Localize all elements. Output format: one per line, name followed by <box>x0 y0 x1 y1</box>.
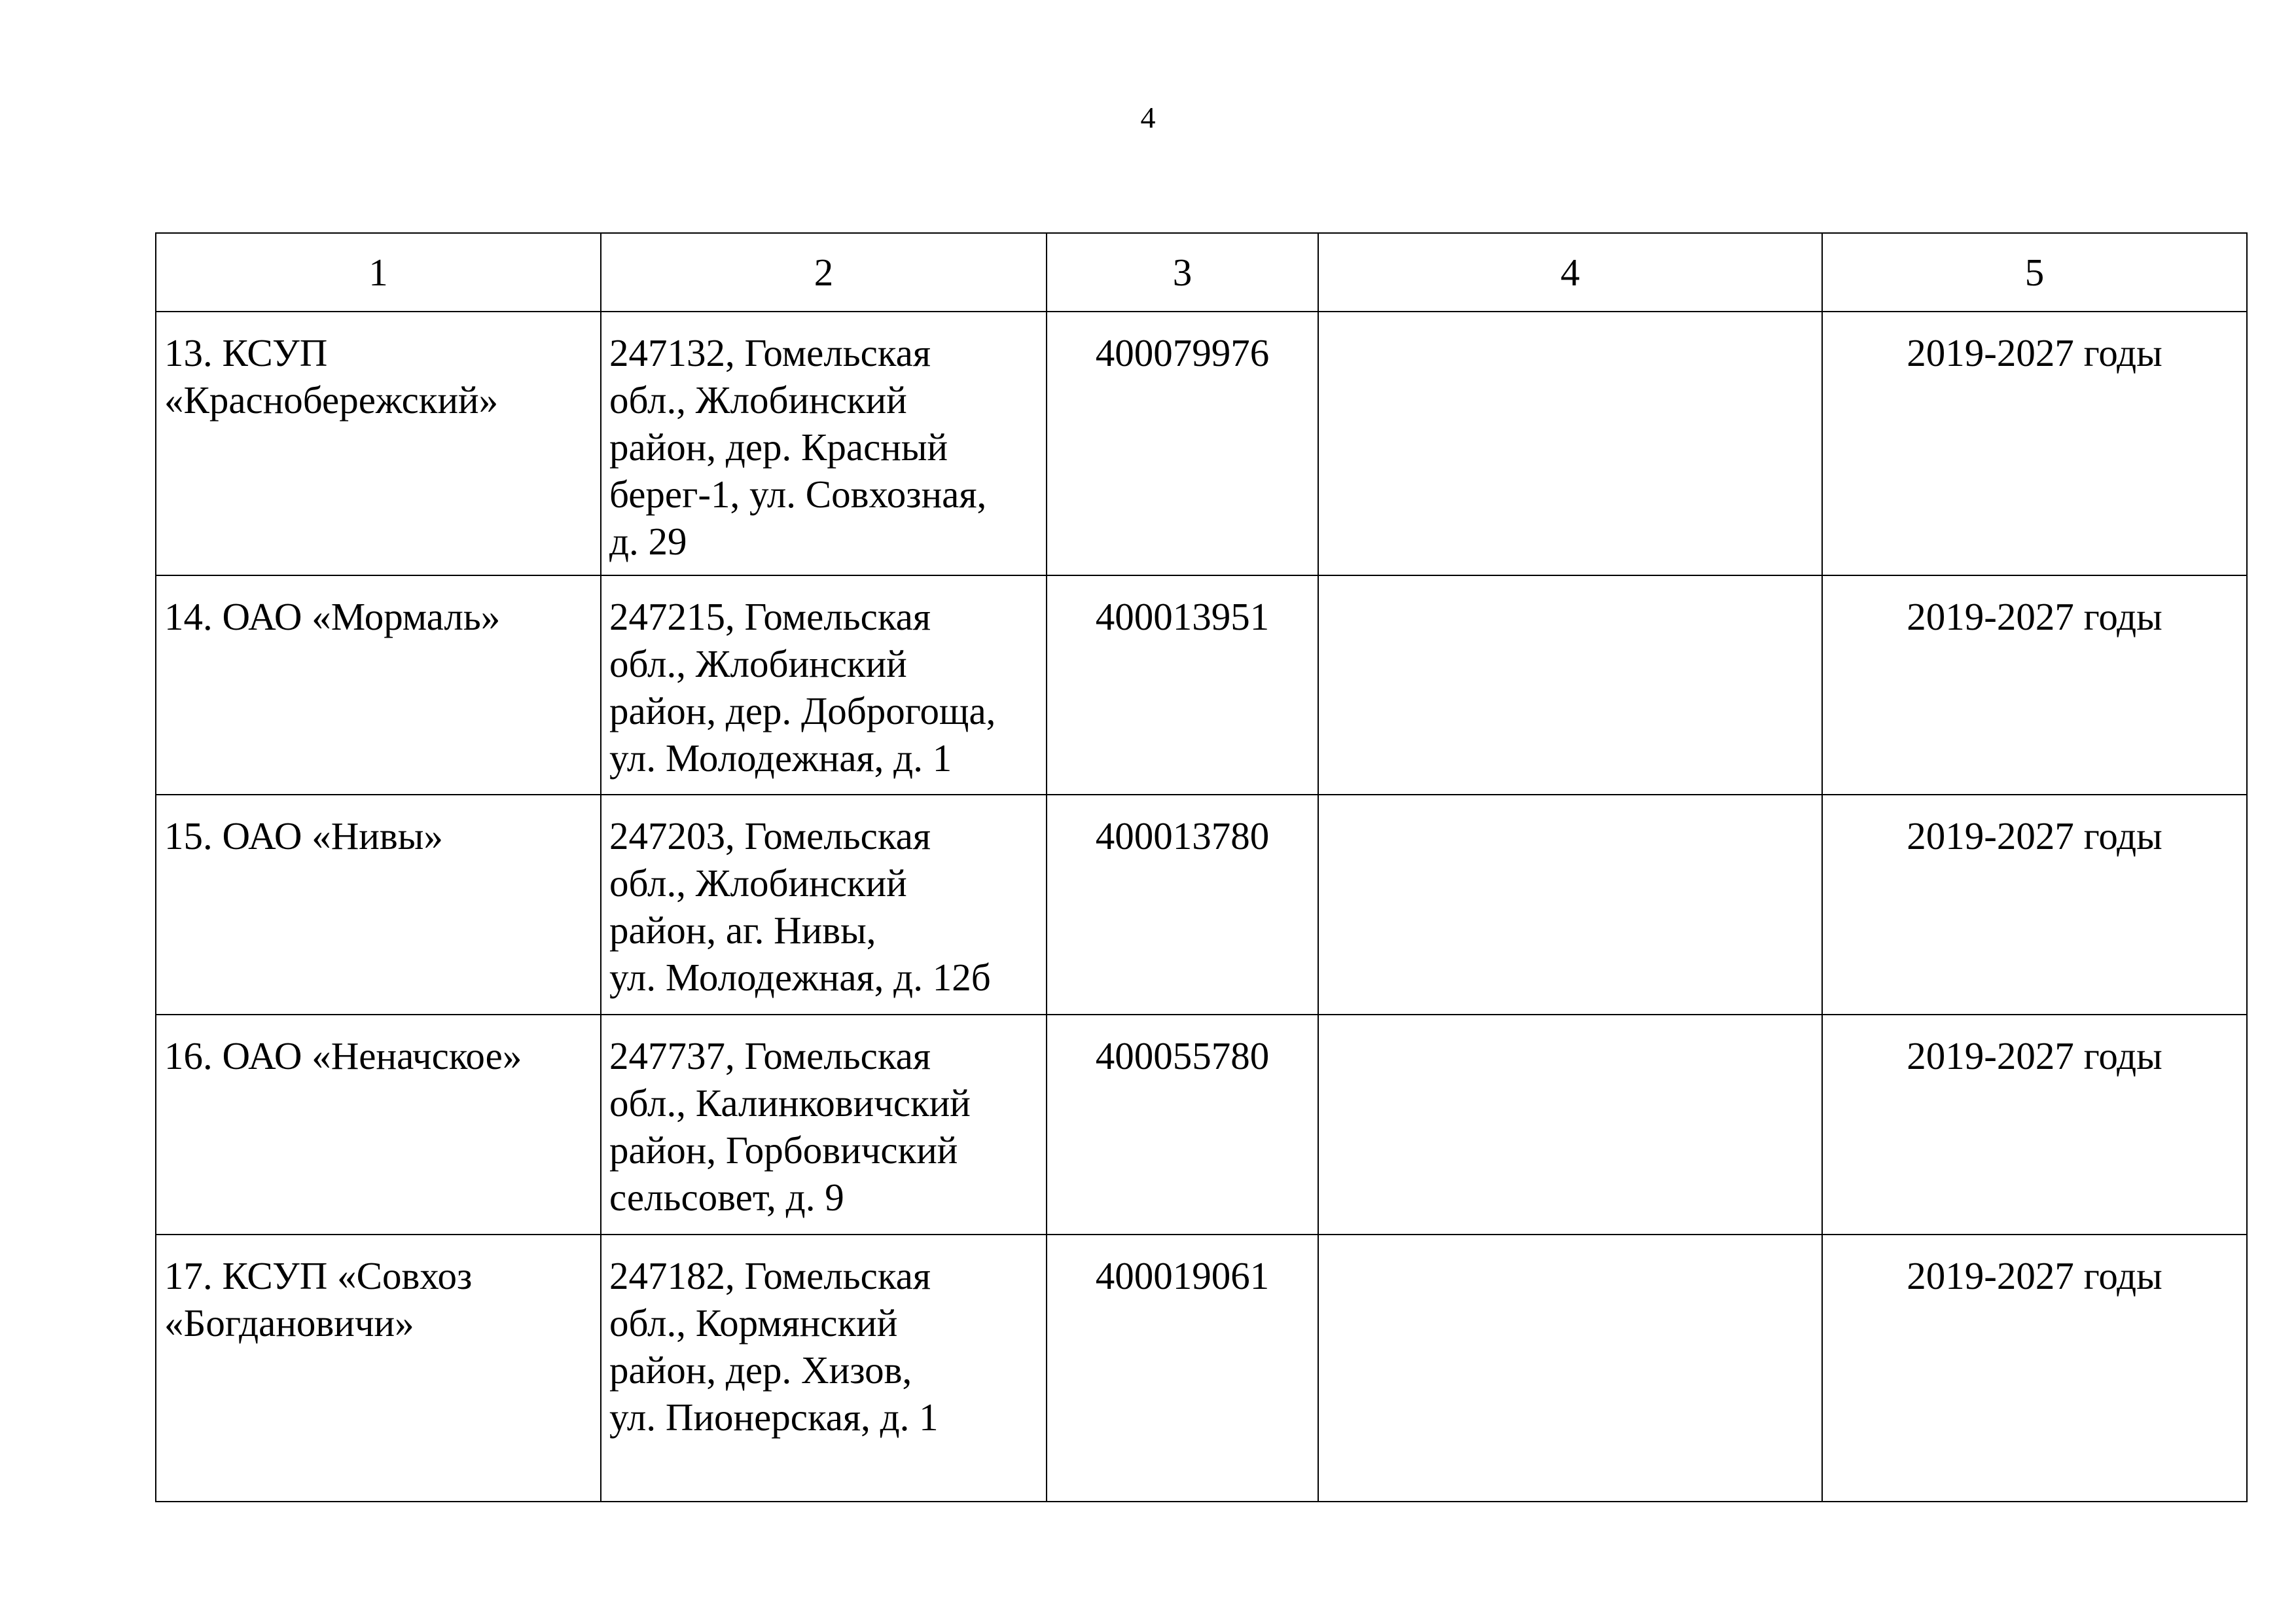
column-number-1: 1 <box>156 233 601 312</box>
organization-name-line: «Краснобережский» <box>164 378 499 422</box>
column-number-2: 2 <box>601 233 1047 312</box>
organization-name-line: 15. ОАО «Нивы» <box>164 814 443 857</box>
column-number-5: 5 <box>1822 233 2247 312</box>
table-row <box>156 1235 2247 1502</box>
empty-cell <box>1318 1015 1822 1235</box>
organization-name-line: 17. КСУП «Совхоз <box>164 1254 473 1297</box>
registration-number-cell: 400079976 <box>1047 312 1318 575</box>
empty-cell <box>1318 1235 1822 1502</box>
address-line: район, дер. Красный <box>609 425 948 469</box>
registration-number-cell: 400013780 <box>1047 795 1318 1015</box>
page-number: 4 <box>1140 101 1156 134</box>
registration-number-cell: 400013951 <box>1047 575 1318 795</box>
address-line: 247215, Гомельская <box>609 595 931 638</box>
address-line: 247203, Гомельская <box>609 814 931 857</box>
address-line: 247182, Гомельская <box>609 1254 931 1297</box>
address-line: 247737, Гомельская <box>609 1034 931 1077</box>
period-cell: 2019-2027 годы <box>1822 312 2247 575</box>
address-line: сельсовет, д. 9 <box>609 1176 844 1219</box>
organization-name-cell <box>156 312 601 575</box>
address-cell <box>601 795 1047 1015</box>
address-line: д. 29 <box>609 520 687 563</box>
organization-name-cell <box>156 1235 601 1502</box>
period-cell: 2019-2027 годы <box>1822 1015 2247 1235</box>
table-row <box>156 575 2247 795</box>
empty-cell <box>1318 312 1822 575</box>
organization-name-line: «Богдановичи» <box>164 1301 414 1344</box>
address-line: ул. Молодежная, д. 1 <box>609 736 952 780</box>
registration-number-cell: 400055780 <box>1047 1015 1318 1235</box>
address-cell <box>601 312 1047 575</box>
organizations-table <box>155 232 2248 1502</box>
address-line: обл., Кормянский <box>609 1301 898 1344</box>
period-cell: 2019-2027 годы <box>1822 1235 2247 1502</box>
organization-name-cell <box>156 795 601 1015</box>
address-line: обл., Жлобинский <box>609 378 907 422</box>
address-line: район, дер. Хизов, <box>609 1348 912 1392</box>
table-row <box>156 312 2247 575</box>
organization-name-cell <box>156 575 601 795</box>
column-number-4: 4 <box>1318 233 1822 312</box>
address-cell <box>601 575 1047 795</box>
period-cell: 2019-2027 годы <box>1822 575 2247 795</box>
address-line: ул. Молодежная, д. 12б <box>609 956 991 999</box>
address-line: обл., Жлобинский <box>609 642 907 685</box>
address-cell <box>601 1015 1047 1235</box>
table-header-row <box>156 233 2247 312</box>
address-line: берег-1, ул. Совхозная, <box>609 473 987 516</box>
address-line: район, аг. Нивы, <box>609 909 876 952</box>
empty-cell <box>1318 575 1822 795</box>
empty-cell <box>1318 795 1822 1015</box>
organization-name-line: 16. ОАО «Неначское» <box>164 1034 522 1077</box>
address-line: ул. Пионерская, д. 1 <box>609 1396 939 1439</box>
address-line: обл., Калинковичский <box>609 1081 971 1125</box>
table-row <box>156 795 2247 1015</box>
organization-name-line: 14. ОАО «Мормаль» <box>164 595 501 638</box>
period-cell: 2019-2027 годы <box>1822 795 2247 1015</box>
registration-number-cell: 400019061 <box>1047 1235 1318 1502</box>
address-line: район, Горбовичский <box>609 1128 958 1172</box>
address-line: 247132, Гомельская <box>609 331 931 374</box>
organization-name-cell <box>156 1015 601 1235</box>
organization-name-line: 13. КСУП <box>164 331 328 374</box>
column-number-3: 3 <box>1047 233 1318 312</box>
address-line: район, дер. Доброгоща, <box>609 689 996 732</box>
table-row <box>156 1015 2247 1235</box>
address-cell <box>601 1235 1047 1502</box>
address-line: обл., Жлобинский <box>609 861 907 905</box>
